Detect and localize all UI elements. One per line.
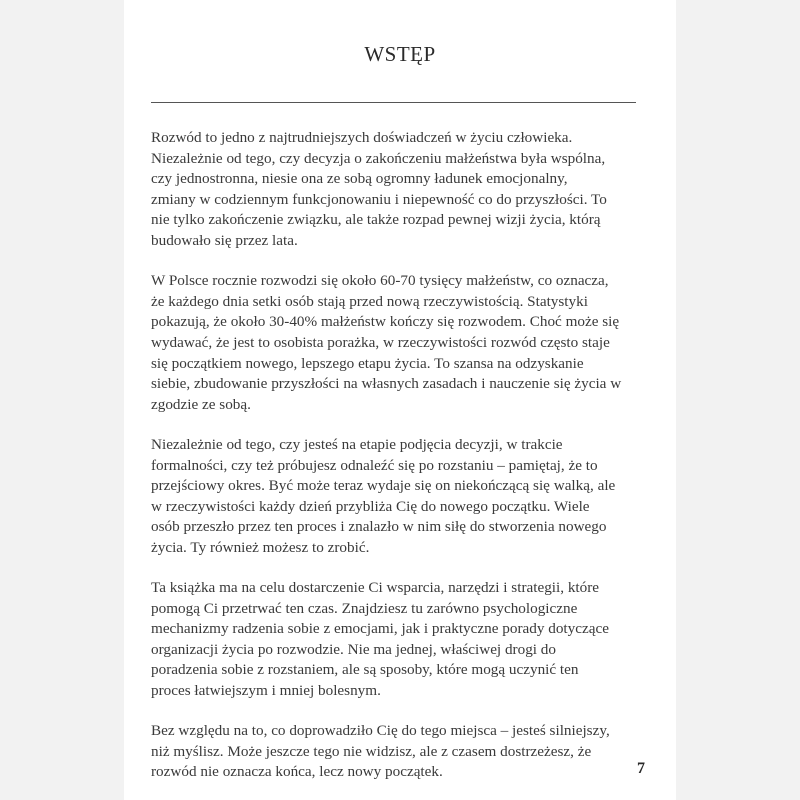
- paragraph-3: Niezależnie od tego, czy jesteś na etapie podjęcia decyzji, w trakcie formalności, czy też próbujesz odnaleźć się po rozstaniu – pamiętaj, że to przejściowy okres. Być może teraz wydaje się on niekończącą się walką, ale w rzeczywistości każdy dzień przybliża Cię do nowego początku. Wiele osób przeszło przez ten proces i znalazło w nim siłę do stworzenia nowego życia. Ty również możesz to zrobić.: [151, 435, 616, 556]
- document-page: [124, 0, 676, 800]
- paragraph-1: Rozwód to jedno z najtrudniejszych doświadczeń w życiu człowieka. Niezależnie od tego, czy decyzja o zakończeniu małżeństwa była wspólna, czy jednostronna, niesie ona ze sobą ogromny ładunek emocjonalny, zmiany w codziennym funkcjonowaniu i niepewność co do przyszłości. To nie tylko zakończenie związku, ale także rozpad pewnej wizji życia, którą budowało się przez lata.: [151, 129, 607, 249]
- paragraph-5: Bez względu na to, co doprowadziło Cię do tego miejsca – jesteś silniejszy, niż myślisz. Może jeszcze tego nie widzisz, ale z czasem dostrzeżesz, że rozwód nie oznacza końca, lecz nowy początek.: [151, 722, 610, 781]
- chapter-body: [151, 128, 636, 800]
- page-number: 7: [637, 760, 645, 777]
- paragraph-2: W Polsce rocznie rozwodzi się około 60-70 tysięcy małżeństw, co oznacza, że każdego dnia setki osób stają przed nową rzeczywistością. Statystyki pokazują, że około 30-40% małżeństw kończy się rozwodem. Choć może się wydawać, że jest to osobista porażka, w rzeczywistości rozwód często staje się początkiem nowego, lepszego etapu życia. To szansa na odzyskanie siebie, zbudowanie przyszłości na własnych zasadach i nauczenie się życia w zgodzie ze sobą.: [151, 272, 622, 413]
- paragraph-4: Ta książka ma na celu dostarczenie Ci wsparcia, narzędzi i strategii, które pomogą Ci przetrwać ten czas. Znajdziesz tu zarówno psychologiczne mechanizmy radzenia sobie z emocjami, jak i praktyczne porady dotyczące organizacji życia po rozwodzie. Nie ma jednej, właściwej drogi do poradzenia sobie z rozstaniem, ale są sposoby, które mogą uczynić ten proces łatwiejszym i mniej bolesnym.: [151, 579, 609, 700]
- chapter-title: WSTĘP: [364, 42, 436, 66]
- title-divider: [151, 102, 636, 103]
